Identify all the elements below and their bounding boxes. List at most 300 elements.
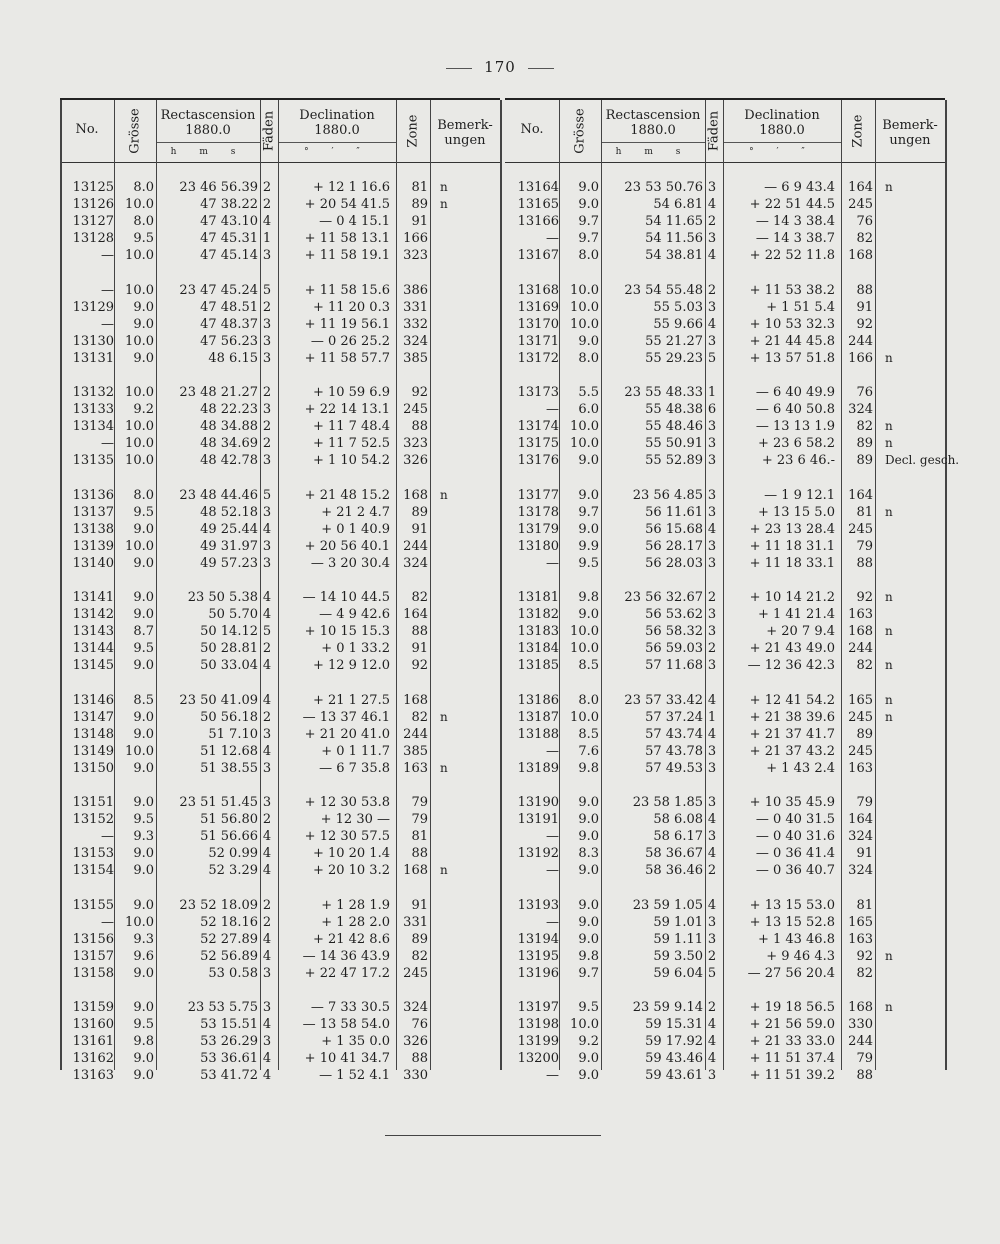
cell-rectascension: 56 59.03 xyxy=(645,641,703,656)
cell-groesse: 9.0 xyxy=(133,965,154,981)
cell-declination: — 13 13 1.9 xyxy=(755,419,835,434)
cell-no: 13166 xyxy=(517,214,559,229)
cell-faeden: 4 xyxy=(262,948,272,964)
table-row xyxy=(60,402,500,419)
cell-no: — xyxy=(546,829,559,844)
cell-rectascension: 54 11.65 xyxy=(645,214,703,229)
cell-groesse: 9.0 xyxy=(133,350,154,366)
header-groesse-label: Grösse xyxy=(572,108,588,154)
cell-zone: 91 xyxy=(411,521,428,537)
cell-faeden: 3 xyxy=(262,333,272,349)
cell-faeden: 6 xyxy=(707,402,717,417)
table-row xyxy=(505,385,945,402)
cell-faeden: 4 xyxy=(262,590,272,605)
cell-rectascension: 55 48.38 xyxy=(645,402,703,417)
cell-groesse: 8.5 xyxy=(578,658,599,673)
header-declination-epoch: 1880.0 xyxy=(759,123,805,138)
cell-zone: 91 xyxy=(411,897,428,913)
cell-faeden: 4 xyxy=(707,726,717,742)
cell-no: 13187 xyxy=(517,709,559,725)
cell-rectascension: 56 28.17 xyxy=(645,538,703,554)
cell-zone: 163 xyxy=(848,931,873,947)
cell-no: 13132 xyxy=(72,385,114,400)
cell-groesse: 9.0 xyxy=(133,590,154,605)
header-zone xyxy=(396,100,430,162)
row-group xyxy=(505,385,960,470)
cell-faeden: 3 xyxy=(707,607,717,622)
cell-rectascension: 53 26.29 xyxy=(200,1034,258,1049)
table-row xyxy=(60,658,500,675)
cell-no: 13185 xyxy=(517,658,559,673)
cell-faeden: 2 xyxy=(262,897,272,913)
table-row xyxy=(505,744,945,761)
cell-faeden: 3 xyxy=(262,760,272,776)
cell-faeden: 3 xyxy=(707,914,717,930)
table-row xyxy=(505,453,960,470)
cell-faeden: 4 xyxy=(707,1034,717,1049)
cell-faeden: 4 xyxy=(707,197,717,212)
table-row xyxy=(505,402,945,419)
cell-no: 13188 xyxy=(517,726,559,742)
cell-no: 13180 xyxy=(517,538,559,554)
cell-no: 13155 xyxy=(72,897,114,913)
header-no xyxy=(505,100,559,162)
cell-groesse: 9.0 xyxy=(133,709,154,725)
cell-rectascension: 53 15.51 xyxy=(200,1017,258,1032)
cell-declination: + 0 1 11.7 xyxy=(321,743,390,759)
header-faeden xyxy=(705,100,723,162)
cell-no: 13176 xyxy=(517,453,559,468)
cell-declination: + 20 7 9.4 xyxy=(766,624,835,639)
cell-groesse: 10.0 xyxy=(570,282,599,298)
table-row xyxy=(505,727,945,744)
cell-faeden: 4 xyxy=(707,812,717,827)
cell-no: 13154 xyxy=(72,863,114,878)
cell-rectascension: 23 58 1.85 xyxy=(632,795,703,810)
cell-rectascension: 23 51 51.45 xyxy=(179,795,258,810)
cell-rectascension: 59 15.31 xyxy=(645,1017,703,1032)
cell-no: 13164 xyxy=(517,180,559,195)
table-header xyxy=(60,100,500,163)
cell-no: 13144 xyxy=(72,641,114,656)
cell-groesse: 9.5 xyxy=(133,812,154,827)
cell-faeden: 4 xyxy=(262,863,272,878)
cell-zone: 89 xyxy=(856,453,873,468)
cell-zone: 331 xyxy=(403,914,428,930)
cell-zone: 79 xyxy=(411,812,428,827)
cell-groesse: 10.0 xyxy=(125,453,154,468)
cell-faeden: 5 xyxy=(262,282,272,298)
cell-declination: + 22 14 13.1 xyxy=(304,402,390,417)
cell-declination: — 1 9 12.1 xyxy=(764,487,835,503)
table-row xyxy=(505,795,945,812)
cell-zone: 92 xyxy=(856,948,873,964)
cell-zone: 88 xyxy=(411,846,428,861)
cell-faeden: 3 xyxy=(707,333,717,349)
table-row xyxy=(505,812,945,829)
cell-groesse: 10.0 xyxy=(570,436,599,451)
cell-groesse: 10.0 xyxy=(125,282,154,298)
table-row xyxy=(505,231,945,248)
cell-declination: + 10 35 45.9 xyxy=(749,795,835,810)
cell-bemerkung: n xyxy=(885,658,893,672)
table-row xyxy=(505,351,945,368)
cell-declination: + 23 6 46.- xyxy=(761,453,835,468)
cell-faeden: 3 xyxy=(262,504,272,520)
cell-bemerkung: n xyxy=(885,436,893,450)
cell-groesse: 9.0 xyxy=(133,1000,154,1015)
cell-rectascension: 59 43.61 xyxy=(645,1068,703,1083)
cell-groesse: 10.0 xyxy=(570,709,599,725)
cell-groesse: 10.0 xyxy=(570,316,599,332)
cell-rectascension: 54 11.56 xyxy=(645,231,703,246)
cell-declination: + 10 15 15.3 xyxy=(304,624,390,639)
cell-declination: + 12 1 16.6 xyxy=(312,180,390,195)
cell-faeden: 4 xyxy=(707,692,717,708)
cell-rectascension: 47 56.23 xyxy=(200,333,258,349)
cell-rectascension: 48 52.18 xyxy=(200,504,258,520)
table-row xyxy=(505,932,945,949)
row-group xyxy=(60,898,500,983)
cell-groesse: 9.7 xyxy=(578,214,599,229)
cell-declination: + 1 41 21.4 xyxy=(757,607,835,622)
cell-groesse: 10.0 xyxy=(125,333,154,349)
cell-no: 13161 xyxy=(72,1034,114,1049)
header-declination-title: Declination xyxy=(744,108,820,123)
cell-rectascension: 23 56 32.67 xyxy=(624,590,703,605)
header-zone-label: Zone xyxy=(850,114,866,148)
row-group xyxy=(60,590,500,675)
cell-bemerkung: n xyxy=(440,760,448,775)
cell-groesse: 9.5 xyxy=(578,1000,599,1015)
table-row xyxy=(60,710,500,727)
cell-rectascension: 55 5.03 xyxy=(653,299,703,315)
table-row xyxy=(60,949,500,966)
cell-faeden: 3 xyxy=(262,316,272,332)
cell-rectascension: 23 54 55.48 xyxy=(624,282,703,298)
table-row xyxy=(505,180,945,197)
cell-groesse: 10.0 xyxy=(125,538,154,554)
cell-no: 13184 xyxy=(517,641,559,656)
cell-no: — xyxy=(546,1068,559,1083)
row-group xyxy=(505,693,945,778)
cell-faeden: 5 xyxy=(262,487,272,503)
cell-groesse: 9.7 xyxy=(578,504,599,520)
cell-faeden: 3 xyxy=(707,453,717,468)
cell-rectascension: 55 9.66 xyxy=(653,316,703,332)
cell-no: 13178 xyxy=(517,504,559,520)
table-row xyxy=(60,180,500,197)
header-faeden xyxy=(260,100,278,162)
cell-zone: 92 xyxy=(856,590,873,605)
cell-bemerkung: n xyxy=(885,350,893,365)
cell-faeden: 3 xyxy=(707,760,717,776)
cell-zone: 168 xyxy=(848,624,873,639)
cell-rectascension: 48 22.23 xyxy=(200,402,258,417)
cell-no: 13128 xyxy=(72,231,114,246)
cell-zone: 91 xyxy=(856,846,873,861)
cell-declination: + 11 19 56.1 xyxy=(304,316,390,332)
cell-zone: 324 xyxy=(848,402,873,417)
header-declination-units: ° ′ ″ xyxy=(278,142,396,160)
cell-bemerkung: n xyxy=(440,709,448,724)
cell-zone: 245 xyxy=(403,965,428,981)
cell-faeden: 4 xyxy=(262,1017,272,1032)
cell-groesse: 9.0 xyxy=(578,931,599,947)
cell-zone: 324 xyxy=(403,1000,428,1015)
table-row xyxy=(60,556,500,573)
table-row xyxy=(60,846,500,863)
cell-declination: + 13 15 53.0 xyxy=(749,897,835,913)
cell-rectascension: 51 38.55 xyxy=(200,760,258,776)
cell-groesse: 10.0 xyxy=(125,419,154,434)
cell-no: 13194 xyxy=(517,931,559,947)
cell-zone: 79 xyxy=(856,795,873,810)
cell-no: 13157 xyxy=(72,948,114,964)
cell-groesse: 8.3 xyxy=(578,846,599,861)
table-row xyxy=(60,214,500,231)
cell-groesse: 10.0 xyxy=(570,624,599,639)
cell-groesse: 9.8 xyxy=(133,1034,154,1049)
cell-groesse: 9.8 xyxy=(578,948,599,964)
cell-faeden: 3 xyxy=(707,180,717,195)
cell-declination: + 11 18 33.1 xyxy=(749,555,835,571)
cell-groesse: 9.0 xyxy=(133,555,154,571)
cell-zone: 81 xyxy=(411,180,428,195)
cell-groesse: 8.5 xyxy=(578,726,599,742)
cell-faeden: 4 xyxy=(707,1017,717,1032)
cell-groesse: 9.5 xyxy=(133,641,154,656)
cell-no: — xyxy=(546,402,559,417)
cell-declination: — 6 40 50.8 xyxy=(755,402,835,417)
cell-rectascension: 48 34.69 xyxy=(200,436,258,451)
header-rectascension-epoch: 1880.0 xyxy=(630,123,676,138)
cell-declination: + 21 44 45.8 xyxy=(749,333,835,349)
header-no-label: No. xyxy=(75,122,99,137)
cell-faeden: 4 xyxy=(262,931,272,947)
cell-no: — xyxy=(101,829,114,844)
cell-no: — xyxy=(546,231,559,246)
cell-groesse: 9.0 xyxy=(578,1051,599,1066)
cell-groesse: 9.0 xyxy=(133,846,154,861)
cell-groesse: 10.0 xyxy=(570,1017,599,1032)
cell-zone: 168 xyxy=(403,692,428,708)
cell-no: — xyxy=(101,248,114,263)
cell-no: 13151 xyxy=(72,795,114,810)
cell-zone: 88 xyxy=(856,282,873,298)
cell-groesse: 9.0 xyxy=(578,333,599,349)
cell-declination: — 13 37 46.1 xyxy=(302,709,390,725)
cell-faeden: 4 xyxy=(262,521,272,537)
cell-faeden: 4 xyxy=(707,897,717,913)
table-header xyxy=(505,100,945,163)
header-declination xyxy=(723,100,841,162)
cell-declination: — 7 33 30.5 xyxy=(310,1000,390,1015)
header-zone xyxy=(841,100,875,162)
table-row xyxy=(505,607,945,624)
cell-no: 13172 xyxy=(517,350,559,366)
cell-faeden: 3 xyxy=(707,658,717,673)
cell-rectascension: 56 11.61 xyxy=(645,504,703,520)
table-row xyxy=(505,710,945,727)
cell-faeden: 3 xyxy=(707,931,717,947)
cell-declination: + 11 7 48.4 xyxy=(312,419,390,434)
cell-rectascension: 23 52 18.09 xyxy=(179,897,258,913)
header-declination-epoch: 1880.0 xyxy=(314,123,360,138)
table-row xyxy=(505,863,945,880)
cell-declination: + 12 41 54.2 xyxy=(749,692,835,708)
cell-declination: + 22 47 17.2 xyxy=(304,965,390,981)
cell-faeden: 2 xyxy=(262,641,272,656)
cell-bemerkung: Decl. gesch. xyxy=(885,453,960,467)
cell-zone: 82 xyxy=(856,658,873,673)
cell-groesse: 9.2 xyxy=(578,1034,599,1049)
cell-zone: 163 xyxy=(848,760,873,776)
cell-zone: 330 xyxy=(848,1017,873,1032)
header-declination-title: Declination xyxy=(299,108,375,123)
cell-rectascension: 56 58.32 xyxy=(645,624,703,639)
cell-zone: 81 xyxy=(856,504,873,520)
cell-bemerkung: n xyxy=(885,180,893,194)
cell-faeden: 4 xyxy=(262,1068,272,1083)
cell-zone: 332 xyxy=(403,316,428,332)
row-group xyxy=(505,590,945,675)
cell-no: 13127 xyxy=(72,214,114,229)
cell-groesse: 8.0 xyxy=(133,180,154,195)
cell-no: 13189 xyxy=(517,760,559,776)
cell-rectascension: 23 47 45.24 xyxy=(179,282,258,298)
cell-zone: 89 xyxy=(856,436,873,451)
cell-faeden: 3 xyxy=(262,1000,272,1015)
cell-no: 13146 xyxy=(72,692,114,708)
cell-zone: 82 xyxy=(856,419,873,434)
row-group xyxy=(60,693,500,778)
cell-groesse: 9.0 xyxy=(133,299,154,315)
cell-rectascension: 23 48 44.46 xyxy=(179,487,258,503)
cell-groesse: 9.5 xyxy=(133,504,154,520)
cell-groesse: 8.0 xyxy=(133,214,154,229)
cell-declination: + 13 15 52.8 xyxy=(749,914,835,930)
cell-faeden: 2 xyxy=(262,419,272,434)
table-row xyxy=(60,453,500,470)
cell-no: 13175 xyxy=(517,436,559,451)
cell-zone: 165 xyxy=(848,914,873,930)
cell-no: 13131 xyxy=(72,350,114,366)
row-group xyxy=(60,283,500,368)
header-rectascension-units: h m s xyxy=(156,142,260,160)
cell-zone: 82 xyxy=(856,231,873,246)
cell-zone: 324 xyxy=(848,863,873,878)
cell-zone: 164 xyxy=(403,607,428,622)
cell-declination: + 11 58 57.7 xyxy=(304,350,390,366)
cell-faeden: 3 xyxy=(707,419,717,434)
cell-groesse: 9.0 xyxy=(578,795,599,810)
table-edge-right xyxy=(945,100,947,1070)
cell-no: 13138 xyxy=(72,521,114,537)
cell-declination: + 1 51 5.4 xyxy=(766,299,835,315)
cell-zone: 330 xyxy=(403,1068,428,1083)
cell-rectascension: 52 27.89 xyxy=(200,931,258,947)
cell-zone: 92 xyxy=(411,658,428,673)
cell-zone: 168 xyxy=(403,863,428,878)
cell-zone: 82 xyxy=(411,948,428,964)
cell-bemerkung: n xyxy=(440,863,448,877)
cell-groesse: 9.0 xyxy=(133,795,154,810)
cell-groesse: 9.5 xyxy=(578,555,599,571)
cell-groesse: 9.0 xyxy=(578,897,599,913)
cell-zone: 79 xyxy=(411,795,428,810)
cell-faeden: 3 xyxy=(707,795,717,810)
cell-no: 13190 xyxy=(517,795,559,810)
cell-faeden: 3 xyxy=(262,965,272,981)
table-row xyxy=(505,1000,945,1017)
cell-no: 13152 xyxy=(72,812,114,827)
cell-no: 13171 xyxy=(517,333,559,349)
cell-rectascension: 56 28.03 xyxy=(645,555,703,571)
cell-groesse: 9.0 xyxy=(578,829,599,844)
cell-bemerkung: n xyxy=(885,692,893,707)
cell-zone: 244 xyxy=(848,641,873,656)
cell-faeden: 5 xyxy=(707,965,717,981)
cell-rectascension: 50 28.81 xyxy=(200,641,258,656)
header-rectascension xyxy=(601,100,705,162)
cell-faeden: 4 xyxy=(262,658,272,673)
cell-rectascension: 48 42.78 xyxy=(200,453,258,468)
cell-bemerkung: n xyxy=(440,487,448,502)
cell-rectascension: 55 29.23 xyxy=(645,350,703,366)
header-bemerkungen xyxy=(875,100,945,162)
cell-declination: — 0 4 15.1 xyxy=(319,214,390,229)
cell-groesse: 7.6 xyxy=(578,743,599,759)
cell-faeden: 2 xyxy=(262,709,272,725)
cell-rectascension: 53 0.58 xyxy=(208,965,258,981)
cell-no: 13160 xyxy=(72,1017,114,1032)
cell-declination: + 11 7 52.5 xyxy=(312,436,390,451)
table-row xyxy=(505,590,945,607)
cell-rectascension: 53 41.72 xyxy=(200,1068,258,1083)
cell-declination: + 19 18 56.5 xyxy=(749,1000,835,1015)
cell-zone: 91 xyxy=(411,641,428,656)
cell-rectascension: 57 43.74 xyxy=(645,726,703,742)
table-row xyxy=(60,641,500,658)
cell-declination: + 1 43 2.4 xyxy=(766,760,835,776)
cell-no: 13173 xyxy=(517,385,559,400)
cell-groesse: 9.0 xyxy=(578,812,599,827)
cell-zone: 88 xyxy=(411,624,428,639)
cell-declination: + 12 30 57.5 xyxy=(304,829,390,844)
cell-rectascension: 47 38.22 xyxy=(200,197,258,212)
cell-rectascension: 23 53 50.76 xyxy=(624,180,703,195)
table-row xyxy=(505,419,945,436)
cell-rectascension: 58 6.17 xyxy=(653,829,703,844)
table-row xyxy=(60,727,500,744)
cell-declination: — 6 7 35.8 xyxy=(319,760,390,776)
table-row xyxy=(60,590,500,607)
cell-no: 13181 xyxy=(517,590,559,605)
cell-rectascension: 23 59 9.14 xyxy=(632,1000,703,1015)
cell-declination: — 14 10 44.5 xyxy=(302,590,390,605)
row-group xyxy=(505,898,945,983)
cell-zone: 245 xyxy=(848,521,873,537)
table-row xyxy=(60,863,500,880)
cell-no: 13158 xyxy=(72,965,114,981)
table-row xyxy=(60,693,500,710)
cell-groesse: 9.8 xyxy=(578,590,599,605)
cell-declination: + 11 58 19.1 xyxy=(304,248,390,263)
cell-declination: + 21 2 4.7 xyxy=(321,504,390,520)
cell-zone: 164 xyxy=(848,487,873,503)
cell-declination: — 0 26 25.2 xyxy=(310,333,390,349)
